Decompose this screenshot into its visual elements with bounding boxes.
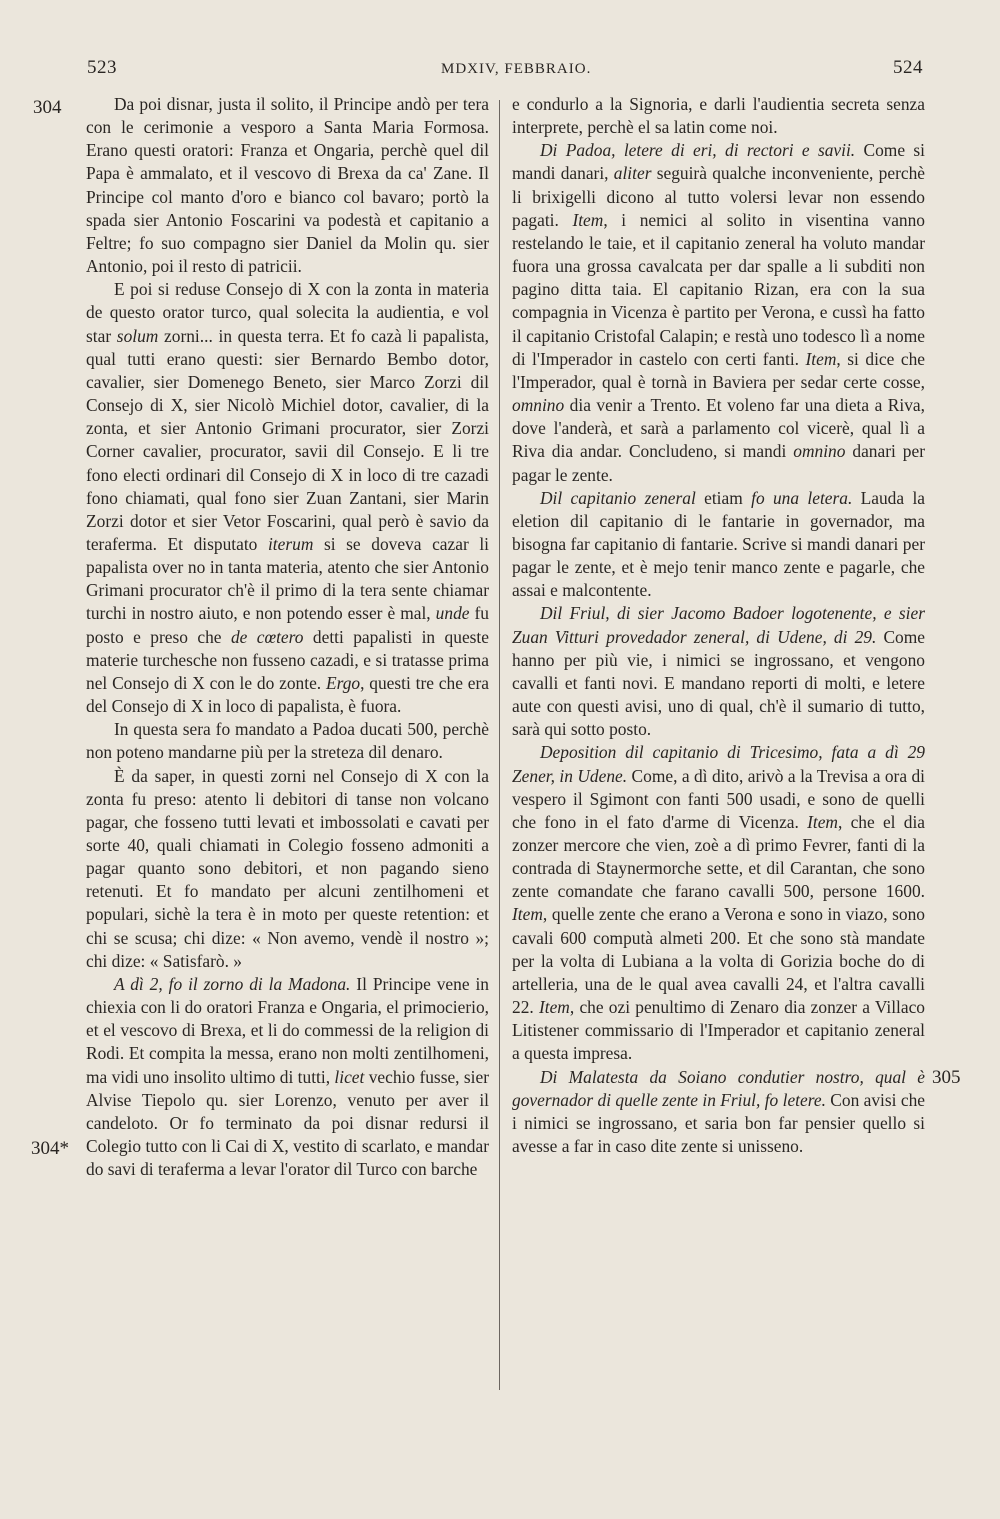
italic-text: Item [512,904,543,925]
paragraph: E poi si reduse Consejo di X con la zonta in materia de questo orator turco, qual solecita la audientia, e vol star solum zorni... in questa terra. Et fo cazà li papalista, qual tutti erano questi: sier Bernardo Bembo dotor, cavalier, sier Domenego Beneto, sier Marco Zorzi dil Consejo di X, sier Nicolò Michiel dotor, cavalier, di la zonta, et sier Antonio Grimani procurator, sier Zorzi Corner cavalier, procurator, savii dil Consejo. E li tre fono electi ordinari dil Consejo di X in loco di tre cazadi fono chiamati, qual fono sier Zuan Zantani, sier Marin Zorzi dotor et sier Vetor Foscarini, qual però è savio da teraferma. Et disputato iterum si se doveva cazar li papalista over no in tanta materia, atento che sier Antonio Grimani procurator ch'è il primo di la tera sente chiamar turchi in nostro aiuto, e non potendo esser è mal, unde fu posto e preso che de cœtero detti papalisti in queste materie turchesche non fusseno cazadi, e si tratasse prima nel Consejo di X con le do zonte. Ergo, questi tre che era del Consejo di X in loco di papalista, è fuora. [86,279,489,717]
italic-text: A dì 2, fo il zorno di la Madona. [114,973,351,994]
italic-text: iterum [267,533,314,554]
italic-text: Item [805,348,837,369]
running-title: MDXIV, FEBBRAIO. [441,61,592,77]
italic-text: unde [435,603,470,624]
paragraph: Da poi disnar, justa il solito, il Principe andò per tera con le cerimonie a vesporo a Santa Maria Formosa. Erano questi oratori: Franza et Ongaria, perchè quel dil Papa è ammalato, et il vescovo di Brexa da ca' Zane. Il Principe col manto d'oro e bianco col bavaro; portò la spada sier Antonio Foscarini va podestà et capitanio a Feltre; fo suo compagno sier Daniel da Molin qu. sier Antonio, poi il resto di patricii. [86,94,489,277]
italic-text: fo una letera. [751,487,853,508]
italic-text: Item [807,811,838,832]
paragraph: In questa sera fo mandato a Padoa ducati 500, perchè non poteno mandarne più per la streteza dil denaro. [86,719,489,763]
italic-text: Deposition dil capitanio di Tricesimo, fata a dì 29 Zener, in Udene. [512,742,925,786]
column-divider [499,100,500,1390]
paragraph: A dì 2, fo il zorno di la Madona. Il Principe vene in chiexia con li do oratori Franza e Ongaria, el primocierio, et el vescovo di Brexa, et li do commessi de la religion di Rodi. Et compita la messa, erano non molti zentilhomeni, ma vidi uno insolito ultimo di tutti, licet vechio fusse, sier Alvise Tiepolo qu. sier Lorenzo, venuto per aver il candeloto. Or fo terminato da poi disnar redursi il Colegio tutto con li Cai di X, vestito di scarlato, e mandar do savi di teraferma a levar l'orator dil Turco con barche [86,973,489,1180]
italic-text: aliter [613,163,652,184]
paragraph: Di Padoa, letere di eri, di rectori e savii. Come si mandi danari, aliter seguirà qualche inconveniente, perchè li brixigelli dicono al tutto volersi levar non essendo pagati. Item, i nemici al solito in visentina vanno restelando le taie, et il capitanio zeneral ha voluto mandar fuora una grossa cavalcata per dar spalle a li subditi non pagino ditta taia. El capitanio Rizan, era con la sua compagnia in Vicenza è partito per Verona, e cussì ha fatto il capitanio Cristofal Calapin; e restà uno todesco lì a nome di l'Imperador in castelo con certi fanti. Item, si dice che l'Imperador, qual è tornà in Baviera per sedar certe cosse, omnino dia venir a Trento. Et voleno far una dieta a Riva, dove l'anderà, et sarà a parlamento col vicerè, qual lì a Riva dia andar. Concludeno, si mandi omnino danari per pagar le zente. [512,140,926,485]
italic-text: Ergo [325,672,361,693]
italic-text: omnino [793,441,846,462]
italic-text: omnino [512,395,565,416]
italic-text: Dil Friul, di sier Jacomo Badoer logotenente, e sier Zuan Vitturi provedador zeneral, di Udene, di 29. [512,603,925,647]
italic-text: Di Padoa, letere di eri, di rectori e savii. [540,140,856,161]
right-page-number: 524 [893,57,923,78]
right-column [512,93,925,1158]
right-margin-marker: 305 [932,1067,961,1088]
italic-text: Di Malatesta da Soiano condutier nostro, qual è governador di quelle zente in Friul, fo letere. [512,1066,925,1110]
paragraph: Di Malatesta da Soiano condutier nostro, qual è governador di quelle zente in Friul, fo letere. Con avisi che i nimici se ingrossano, et saria bon far pensier quello si avesse a far in caso dite zente si unisseno. [512,1066,925,1157]
italic-text: Item [538,997,570,1018]
italic-text: licet [334,1066,365,1087]
left-margin-marker: 304* [31,1138,69,1159]
paragraph: Dil capitanio zeneral etiam fo una letera. Lauda la eletion dil capitanio di le fantarie in governador, ma bisogna far capitanio di fantarie. Scrive si mandi danari per pagar le zente, et è mejo tenir manco zente e pagarle, che assai e malcontente. [512,487,925,601]
paragraph: Deposition dil capitanio di Tricesimo, fata a dì 29 Zener, in Udene. Come, a dì dito, arivò a la Trevisa a ora di vespero il Sgimont con fanti 500 usadi, e sono de quelli che fono in el fato d'arme di Vicenza. Item, che el dia zonzer mercore che vien, zoè a dì primo Fevrer, fanti di la contrada di Staynermorche sette, et dil Carantan, che sono zente comandate che farano cavalli 500, persone 1600. Item, quelle zente che erano a Verona e sono in viazo, sono cavali 600 computà almeti 200. Et che sono stà mandate per la volta di Lubiana a la volta di Gorizia boche do di artelleria, una de le qual avea cavalli 24, et l'altra cavalli 22. Item, che ozi penultimo di Zenaro dia zonzer a Villaco Litistener commissario di l'Imperador et capitanio zeneral a questa impresa. [512,742,925,1064]
italic-text: Dil capitanio zeneral [540,487,696,508]
left-page-number: 523 [87,57,117,78]
left-column [86,93,489,1181]
paragraph: Dil Friul, di sier Jacomo Badoer logotenente, e sier Zuan Vitturi provedador zeneral, di Udene, di 29. Come hanno per più vie, i nimici se ingrossano, et vengono cavalli et fanti novi. E mandano reporti di molti, e letere aute con questi avisi, uno di qual, ch'è il sumario di tutto, sarà qui sotto posto. [512,603,925,740]
italic-text: de cœtero [230,626,304,647]
paragraph: e condurlo a la Signoria, e darli l'audientia secreta senza interprete, perchè el sa latin come noi. [512,94,925,138]
italic-text: solum [116,325,159,346]
italic-text: Item [572,209,604,230]
left-margin-marker: 304 [33,97,62,118]
paragraph: È da saper, in questi zorni nel Consejo di X con la zonta fu preso: atento li debitori di tanse non volcano pagar, che fosseno tutti levati et imbossolati e cavati per sorte 40, quali chiamati in Colegio fosseno admoniti a pagar quanto sono debitori, et non pagando sieno retenuti. Et fo mandato per alcuni zentilhomeni et populari, sichè la tera è in moto per queste retention: et chi se scusa; chi dize: « Non avemo, vendè il nostro »; chi dize: « Satisfarò. » [86,765,489,971]
